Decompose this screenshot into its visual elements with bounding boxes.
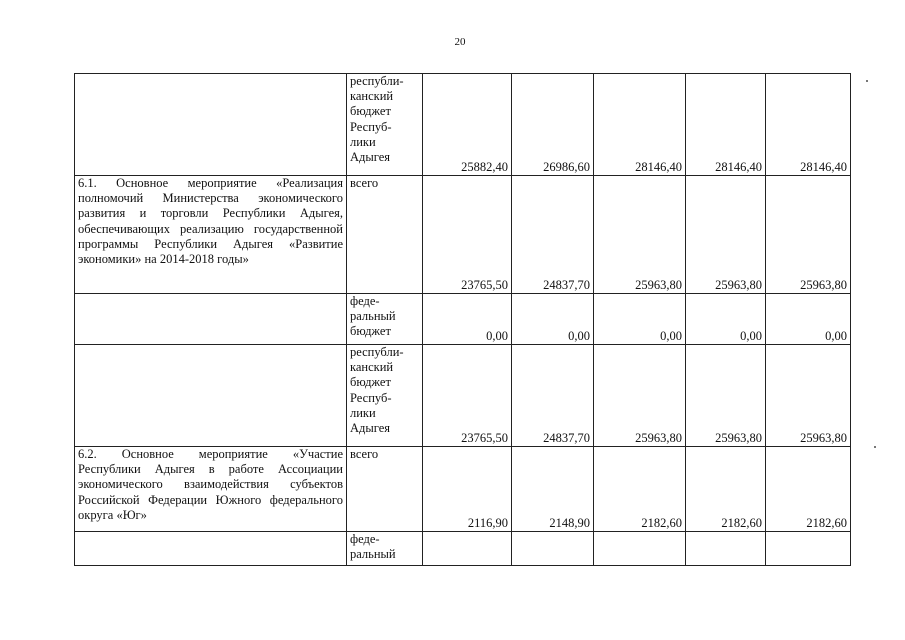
funding-source-cell: всего [347, 176, 423, 294]
amount-cell: 2182,60 [686, 447, 766, 532]
funding-source-cell: республи- канский бюджет Респуб- лики Адыгея [347, 345, 423, 447]
scan-speck [866, 80, 868, 82]
amount-cell: 28146,40 [686, 74, 766, 176]
amount-cell: 25882,40 [423, 74, 512, 176]
table-row [75, 294, 851, 345]
amount-cell: 23765,50 [423, 176, 512, 294]
amount-cell: 25963,80 [766, 176, 851, 294]
table-row [75, 532, 851, 566]
amount-cell: 24837,70 [512, 345, 594, 447]
table-row [75, 74, 851, 176]
funding-source-cell: всего [347, 447, 423, 532]
amount-cell: 2116,90 [423, 447, 512, 532]
amount-cell: 25963,80 [594, 176, 686, 294]
activity-name-cell [75, 345, 347, 447]
amount-cell: 28146,40 [594, 74, 686, 176]
activity-name-cell [75, 74, 347, 176]
amount-cell [766, 532, 851, 566]
page-number: 20 [454, 36, 466, 48]
amount-cell: 0,00 [423, 294, 512, 345]
amount-cell: 24837,70 [512, 176, 594, 294]
funding-source-cell: республи- канский бюджет Респуб- лики Адыгея [347, 74, 423, 176]
amount-cell [594, 532, 686, 566]
table-row [75, 176, 851, 294]
activity-name-cell: 6.2. Основное мероприятие «Участие Республики Адыгея в работе Ассоциации экономического взаимодействия субъектов Российской Федерации Южного федерального округа «Юг» [75, 447, 347, 532]
amount-cell: 25963,80 [594, 345, 686, 447]
amount-cell: 28146,40 [766, 74, 851, 176]
amount-cell: 0,00 [686, 294, 766, 345]
amount-cell [512, 532, 594, 566]
activity-name-cell: 6.1. Основное мероприятие «Реализация полномочий Министерства экономического развития и торговли Республики Адыгея, обеспечивающих реализацию государственной программы Республики Адыгея «Развитие экономики» на 2014-2018 годы» [75, 176, 347, 294]
activity-name-cell [75, 294, 347, 345]
amount-cell: 2182,60 [766, 447, 851, 532]
amount-cell [686, 532, 766, 566]
funding-source-cell: феде- ральный бюджет [347, 294, 423, 345]
scan-speck [874, 446, 876, 448]
amount-cell: 25963,80 [686, 176, 766, 294]
amount-cell: 2148,90 [512, 447, 594, 532]
activity-name-cell [75, 532, 347, 566]
amount-cell: 2182,60 [594, 447, 686, 532]
amount-cell: 23765,50 [423, 345, 512, 447]
amount-cell: 0,00 [766, 294, 851, 345]
amount-cell: 0,00 [512, 294, 594, 345]
amount-cell: 25963,80 [766, 345, 851, 447]
table-row [75, 447, 851, 532]
funding-source-cell: феде- ральный [347, 532, 423, 566]
amount-cell [423, 532, 512, 566]
amount-cell: 25963,80 [686, 345, 766, 447]
budget-table [74, 73, 851, 566]
amount-cell: 0,00 [594, 294, 686, 345]
table-row [75, 345, 851, 447]
amount-cell: 26986,60 [512, 74, 594, 176]
